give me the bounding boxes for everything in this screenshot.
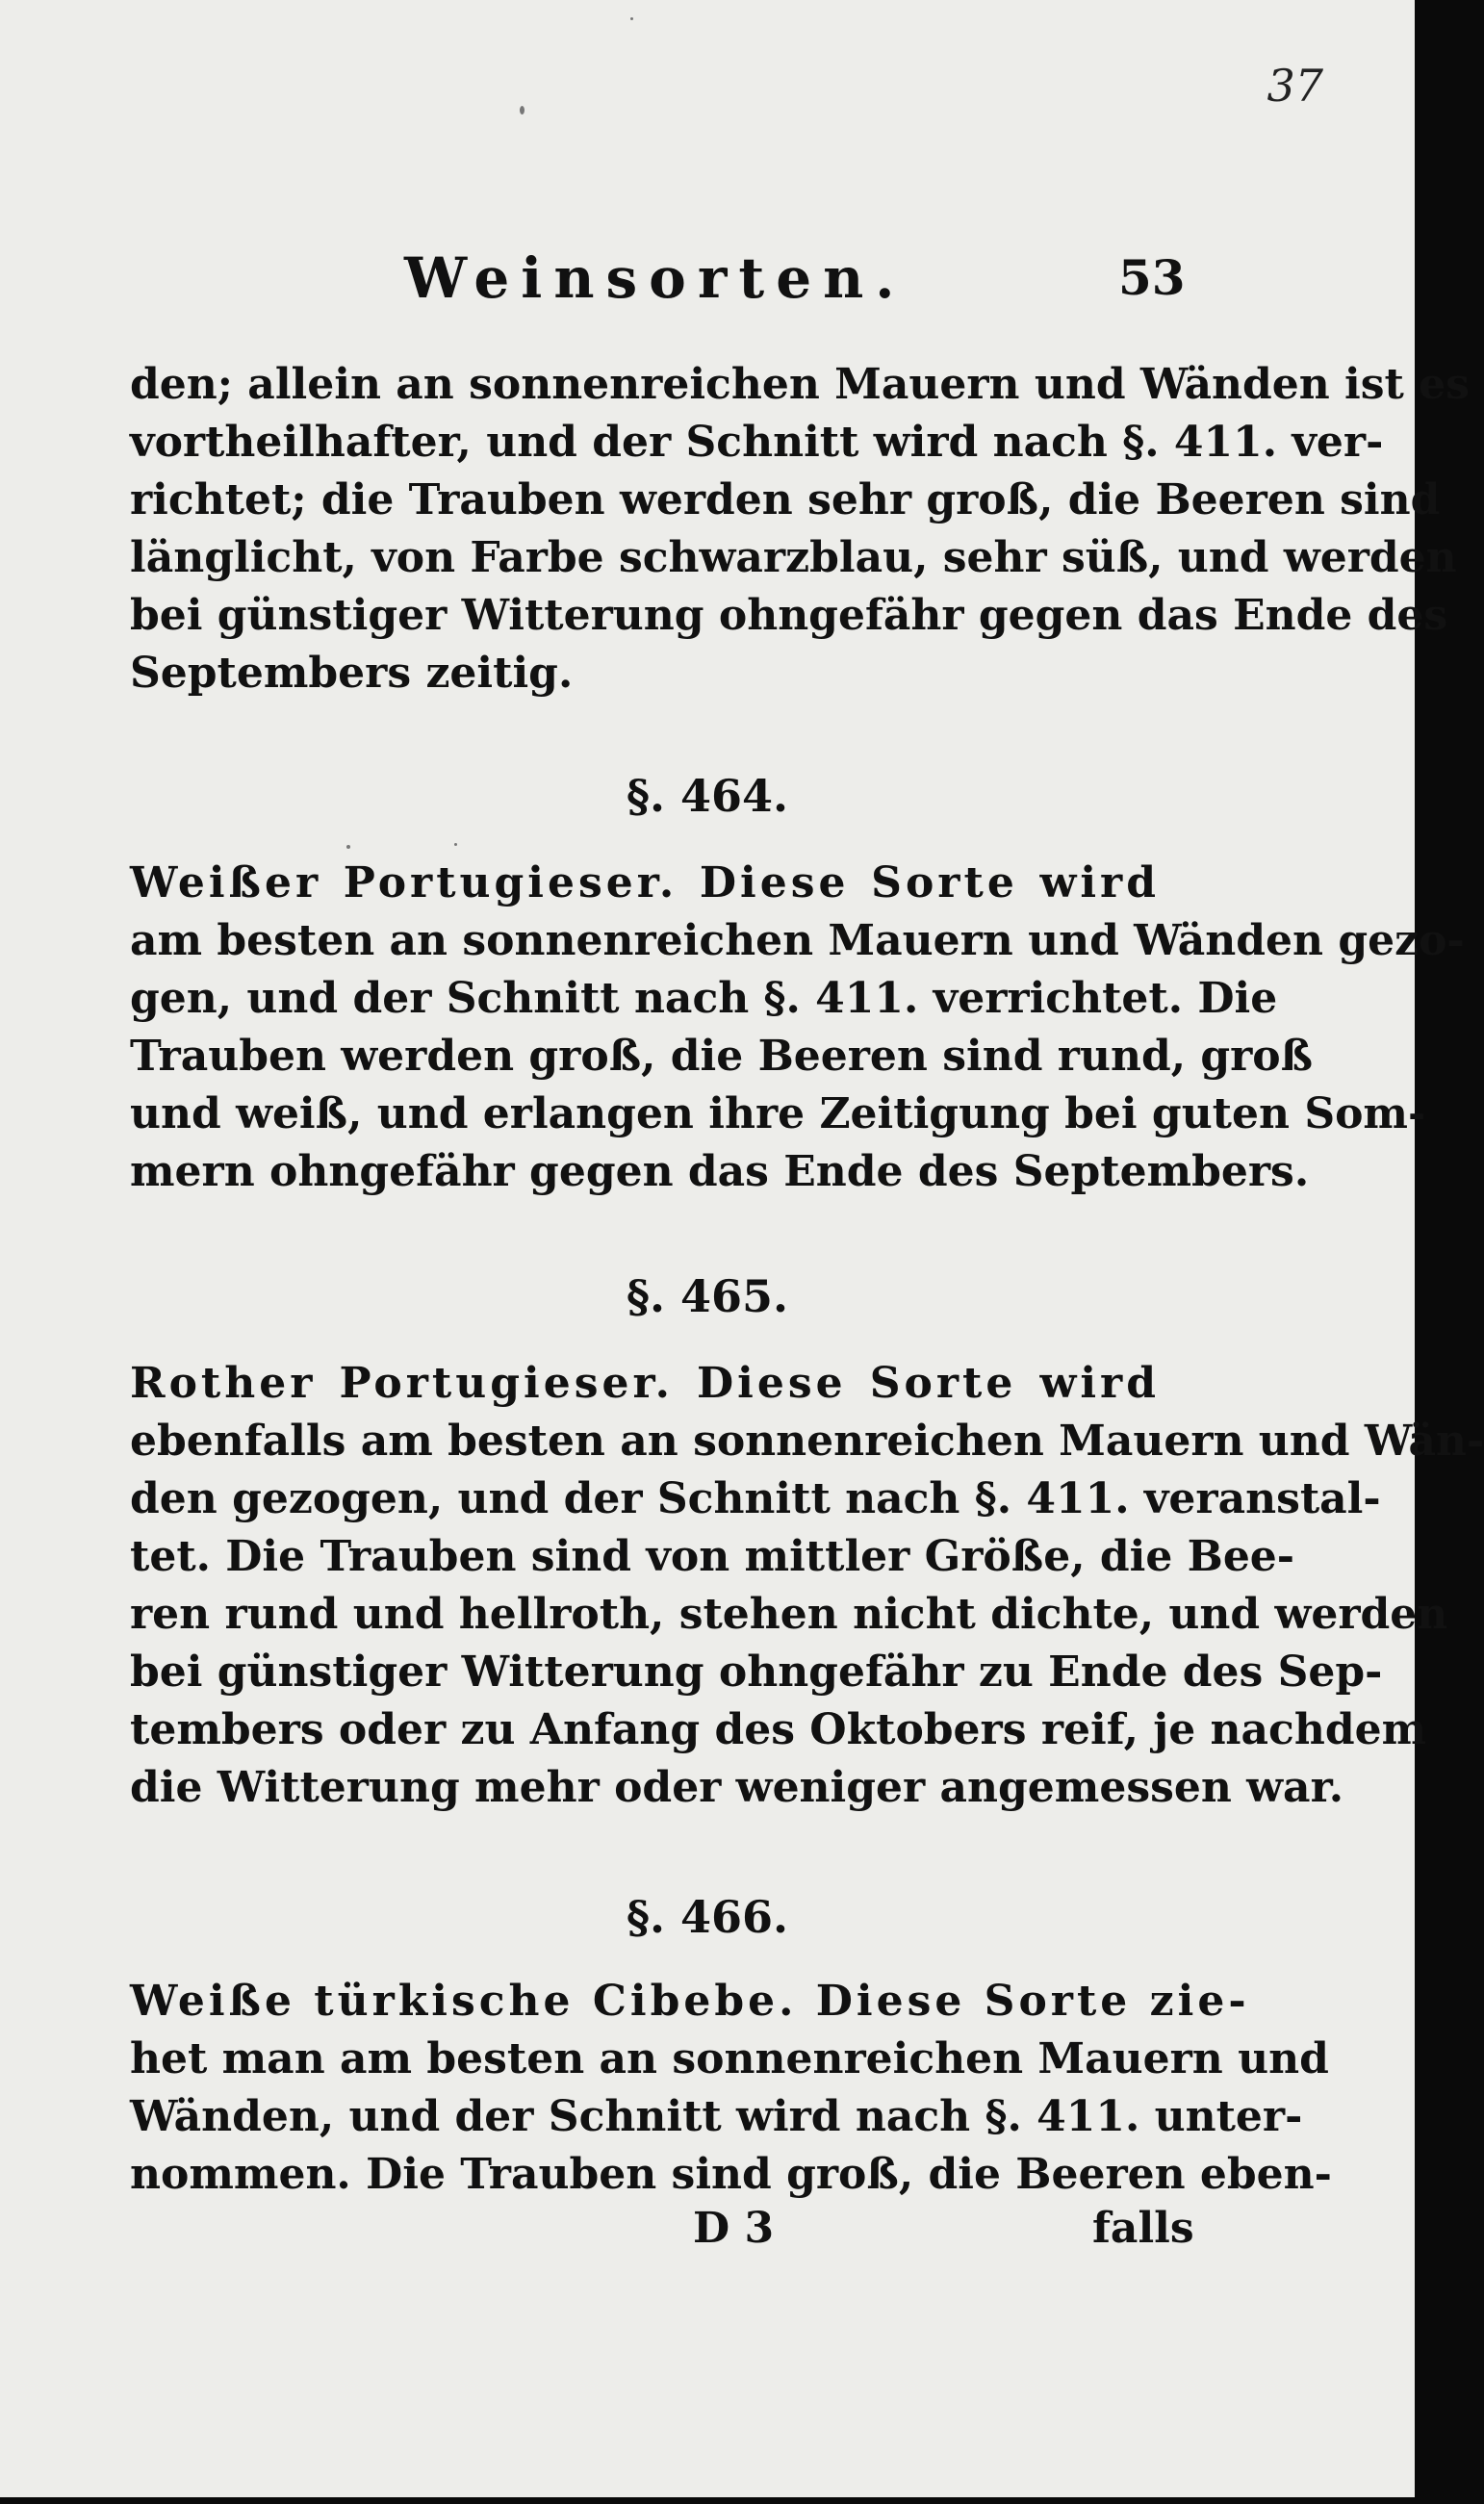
- page-footer: [0, 2204, 1415, 2261]
- continuation-paragraph: [130, 356, 1470, 703]
- signature-mark: D 3: [693, 2204, 775, 2253]
- text-line: tet. Die Trauben sind von mittler Größe, die Bee-: [130, 1532, 1295, 1581]
- text-line: länglicht, von Farbe schwarzblau, sehr süß, und werden: [130, 533, 1457, 582]
- text-line: nommen. Die Trauben sind groß, die Beeren eben-: [130, 2150, 1332, 2199]
- section-heading-464: §. 464.: [626, 770, 789, 822]
- section-heading-465: §. 465.: [626, 1270, 789, 1322]
- text-line: und weiß, und erlangen ihre Zeitigung bei guten Som-: [130, 1089, 1426, 1138]
- running-head: [0, 245, 1415, 311]
- text-line: den; allein an sonnenreichen Mauern und Wänden ist es: [130, 360, 1470, 409]
- text-line: gen, und der Schnitt nach §. 411. verrichtet. Die: [130, 974, 1278, 1023]
- text-line: ebenfalls am besten an sonnenreichen Mauern und Wän-: [130, 1417, 1484, 1466]
- text-line: den gezogen, und der Schnitt nach §. 411. veranstal-: [130, 1474, 1381, 1523]
- section-heading-466: §. 466.: [626, 1891, 789, 1943]
- text-line: Weiße türkische Cibebe. Diese Sorte zie-: [130, 1977, 1250, 2026]
- text-line: Rother Portugieser. Diese Sorte wird: [130, 1359, 1160, 1408]
- section-466-paragraph: [130, 1973, 1332, 2204]
- section-464-paragraph: [130, 855, 1465, 1201]
- text-line: die Witterung mehr oder weniger angemessen war.: [130, 1763, 1344, 1812]
- running-title: Weinsorten.: [404, 245, 907, 311]
- print-speck: [630, 17, 633, 20]
- text-line: bei günstiger Witterung ohngefähr zu Ende des Sep-: [130, 1648, 1383, 1697]
- text-line: ren rund und hellroth, stehen nicht dichte, und werden: [130, 1590, 1448, 1639]
- text-line: mern ohngefähr gegen das Ende des Septembers.: [130, 1147, 1310, 1196]
- section-465-paragraph: [130, 1355, 1484, 1817]
- text-line: Trauben werden groß, die Beeren sind rund, groß: [130, 1032, 1314, 1081]
- handwritten-folio-number: 37: [1267, 60, 1323, 112]
- catchword: falls: [1092, 2204, 1194, 2253]
- print-speck: [520, 106, 525, 115]
- text-line: Septembers zeitig.: [130, 649, 574, 698]
- text-line: Weißer Portugieser. Diese Sorte wird: [130, 858, 1160, 907]
- text-line: tembers oder zu Anfang des Oktobers reif, je nachdem: [130, 1705, 1427, 1754]
- text-line: Wänden, und der Schnitt wird nach §. 411. unter-: [130, 2092, 1303, 2141]
- page-number: 53: [1118, 249, 1186, 306]
- print-speck: [346, 845, 350, 849]
- text-line: am besten an sonnenreichen Mauern und Wänden gezo-: [130, 916, 1465, 965]
- text-line: vortheilhafter, und der Schnitt wird nach §. 411. ver-: [130, 418, 1384, 467]
- text-line: richtet; die Trauben werden sehr groß, die Beeren sind: [130, 475, 1441, 524]
- text-line: bei günstiger Witterung ohngefähr gegen das Ende des: [130, 591, 1448, 640]
- print-speck: [454, 843, 457, 846]
- text-line: het man am besten an sonnenreichen Mauern und: [130, 2034, 1329, 2083]
